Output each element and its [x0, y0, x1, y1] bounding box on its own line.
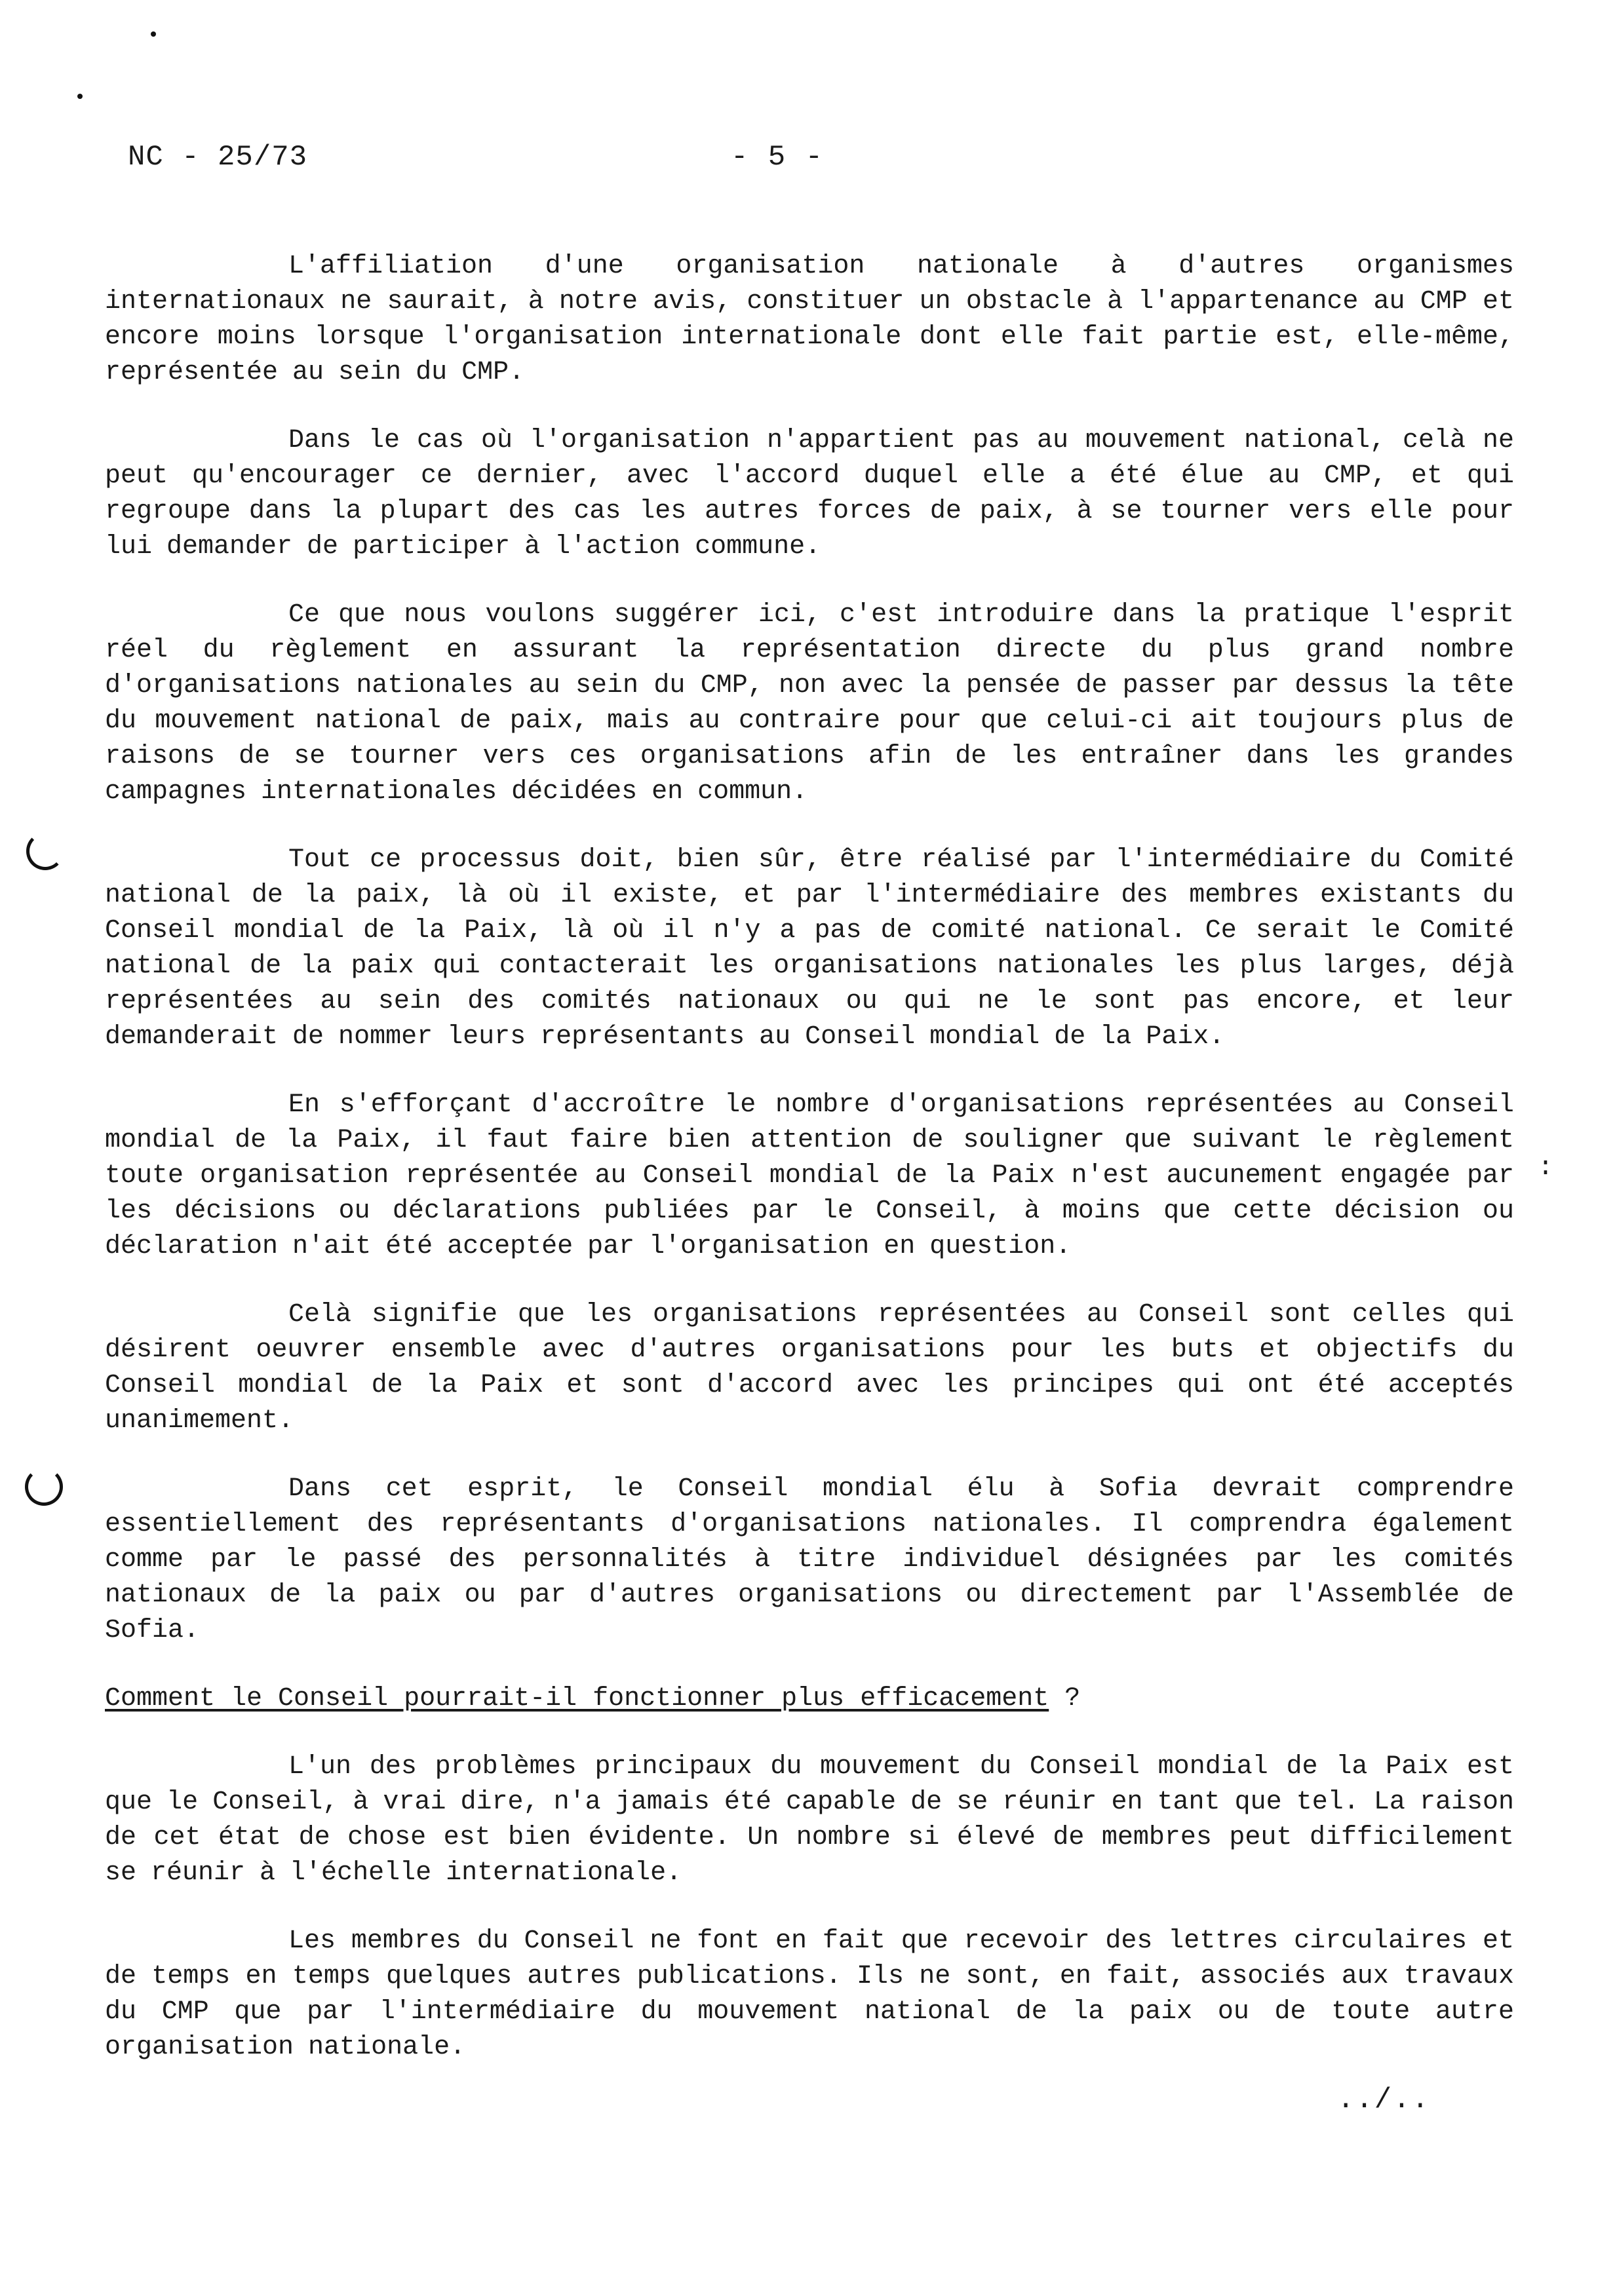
- document-reference: NC - 25/73: [128, 141, 308, 174]
- paragraph: Dans le cas où l'organisation n'appartient pas au mouvement national, celà ne peut qu'encourager ce dernier, avec l'accord duquel elle a été élue au CMP, et qui regroupe dans la plupart des cas les autres forces de paix, à se tourner vers elle pour lui demander de participer à l'action commune.: [105, 426, 1514, 562]
- section-heading: [105, 1681, 1514, 1717]
- paragraph: L'un des problèmes principaux du mouvement du Conseil mondial de la Paix est que le Conseil, à vrai dire, n'a jamais été capable de se réunir en tant que tel. La raison de cet état de chose est bien évidente. Un nombre si élevé de membres peut difficilement se réunir à l'échelle internationale.: [105, 1752, 1514, 1888]
- section-heading-suffix: ?: [1049, 1684, 1081, 1713]
- page-number: - 5 -: [731, 141, 825, 174]
- paragraph: L'affiliation d'une organisation nationale à d'autres organismes internationaux ne saurait, à notre avis, constituer un obstacle à l'appartenance au CMP et encore moins lorsque l'organisation internationale dont elle fait partie est, elle-même, représentée au sein du CMP.: [105, 252, 1514, 387]
- paragraph: Tout ce processus doit, bien sûr, être réalisé par l'intermédiaire du Comité national de la paix, là où il existe, et par l'intermédiaire des membres existants du Conseil mondial de la Paix, là où il n'y a pas de comité national. Ce serait le Comité national de la paix qui contacterait les organisations nationales les plus larges, déjà représentées au sein des comités nationaux ou qui ne le sont pas encore, et leur demanderait de nommer leurs représentants au Conseil mondial de la Paix.: [105, 845, 1514, 1052]
- page-header: [128, 141, 1504, 187]
- margin-bracket-mark: [25, 1468, 63, 1506]
- speck-mark: [77, 94, 83, 99]
- margin-bracket-mark: [26, 832, 64, 870]
- section-heading-text: Comment le Conseil pourrait-il fonctionner plus efficacement: [105, 1684, 1049, 1713]
- margin-colon-mark: :: [1538, 1153, 1554, 1183]
- paragraph: Dans cet esprit, le Conseil mondial élu à Sofia devrait comprendre essentiellement des représentants d'organisations nationales. Il comprendra également comme par le passé des personnalités à titre individuel désignées par les comités nationaux de la paix ou par d'autres organisations ou directement par l'Assemblée de Sofia.: [105, 1474, 1514, 1645]
- paragraph: Les membres du Conseil ne font en fait que recevoir des lettres circulaires et de temps en temps quelques autres publications. Ils ne sont, en fait, associés aux travaux du CMP que par l'intermédiaire du mouvement national de la paix ou de toute autre organisation nationale.: [105, 1926, 1514, 2062]
- paragraph: Ce que nous voulons suggérer ici, c'est introduire dans la pratique l'esprit réel du règlement en assurant la représentation directe du plus grand nombre d'organisations nationales au sein du CMP, non avec la pensée de passer par dessus la tête du mouvement national de paix, mais au contraire pour que celui-ci ait toujours plus de raisons de se tourner vers ces organisations afin de les entraîner dans les grandes campagnes internationales décidées en commun.: [105, 600, 1514, 807]
- continuation-mark: ../..: [1337, 2084, 1431, 2116]
- paragraph: En s'efforçant d'accroître le nombre d'organisations représentées au Conseil mondial de la Paix, il faut faire bien attention de souligner que suivant le règlement toute organisation représentée au Conseil mondial de la Paix n'est aucunement engagée par les décisions ou déclarations publiées par le Conseil, à moins que cette décision ou déclaration n'ait été acceptée par l'organisation en question.: [105, 1090, 1514, 1261]
- speck-mark: [151, 31, 156, 37]
- document-body: [105, 249, 1514, 2098]
- paragraph: Celà signifie que les organisations représentées au Conseil sont celles qui désirent oeuvrer ensemble avec d'autres organisations pour les buts et objectifs du Conseil mondial de la Paix et sont d'accord avec les principes qui ont été acceptés unanimement.: [105, 1300, 1514, 1436]
